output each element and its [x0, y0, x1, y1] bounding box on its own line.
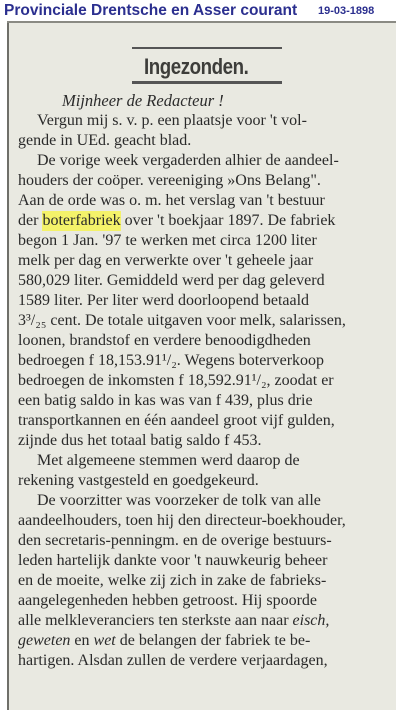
emphasis-word: geweten	[18, 632, 71, 649]
article-line	[18, 211, 394, 231]
top-rule	[7, 21, 396, 23]
article-line: Aan de orde was o. m. het verslag van 't bestuur	[18, 192, 325, 209]
article-line: een batig saldo in kas was van f 439, plus drie	[18, 392, 313, 409]
article-line: 3³/₂₅ cent. De totale uitgaven voor melk, salarissen,	[18, 312, 346, 329]
article-line: den secretaris-penningm. en de overige bestuurs-	[18, 532, 332, 549]
emphasis-word: wet	[93, 632, 116, 649]
publication-date: 19-03-1898	[318, 5, 375, 17]
newspaper-clipping	[7, 21, 396, 710]
article-line: Vergun mij s. v. p. een plaatsje voor 't vol-	[37, 112, 307, 129]
article-line: begon 1 Jan. '97 te werken met circa 1200 liter	[18, 232, 317, 249]
article-line: rekening vastgesteld en goedgekeurd.	[18, 472, 259, 489]
clipping-header	[0, 0, 400, 22]
section-heading	[132, 41, 282, 85]
line-text: over 't boekjaar 1897. De fabriek	[120, 212, 336, 229]
article-line: 580,029 liter. Gemiddeld werd per dag geleverd	[18, 272, 325, 289]
column-rule	[7, 21, 9, 710]
line-text: alle melkleveranciers ten sterkste aan naar	[18, 612, 293, 629]
section-heading-text: Ingezonden.	[144, 54, 249, 79]
article-line: houders der coöper. vereeniging »Ons Belang".	[18, 172, 321, 189]
article-line	[18, 631, 394, 651]
article-line: en de moeite, welke zij zich in zake de fabrieks-	[18, 572, 327, 589]
article-line	[18, 611, 394, 631]
emphasis-word: eisch,	[292, 612, 330, 629]
salutation: Mijnheer de Redacteur !	[62, 91, 224, 110]
heading-rule-top	[132, 47, 282, 49]
heading-rule-bottom	[132, 81, 282, 84]
article-line: transportkannen en één aandeel groot vijf gulden,	[18, 412, 335, 429]
line-text: der	[18, 212, 43, 229]
line-text: de belangen der fabriek te be-	[115, 632, 311, 649]
article-line: loonen, brandstof en verdere benoodigdheden	[18, 332, 311, 349]
article-line: De vorige week vergaderden alhier de aandeel-	[37, 152, 339, 169]
article-line: De voorzitter was voorzeker de tolk van alle	[37, 492, 321, 509]
article-line: hartigen. Alsdan zullen de verdere verjaardagen,	[18, 652, 328, 669]
article-line: aandeelhouders, toen hij den directeur-boekhouder,	[18, 512, 346, 529]
article-line: zijnde dus het totaal batig saldo f 453.	[18, 432, 262, 449]
article-line: gende in UEd. geacht blad.	[18, 132, 192, 149]
line-text: en	[70, 632, 94, 649]
article-line: bedroegen de inkomsten f 18,592.91¹/₂, zoodat er	[18, 372, 334, 389]
newspaper-title: Provinciale Drentsche en Asser courant	[4, 2, 298, 19]
article-line: bedroegen f 18,153.91¹/₂. Wegens boterverkoop	[18, 352, 325, 369]
highlighted-term: boterfabriek	[42, 212, 121, 229]
article-line: leden hartelijk dankte voor 't nauwkeurig beheer	[18, 552, 328, 569]
article-line: aangelegenheden hebben getroost. Hij spoorde	[18, 592, 318, 609]
article-line: Met algemeene stemmen werd daarop de	[37, 452, 300, 469]
article-line: 1589 liter. Per liter werd doorloopend betaald	[18, 292, 310, 309]
article-line: melk per dag en verwerkte over 't geheele jaar	[18, 252, 314, 269]
